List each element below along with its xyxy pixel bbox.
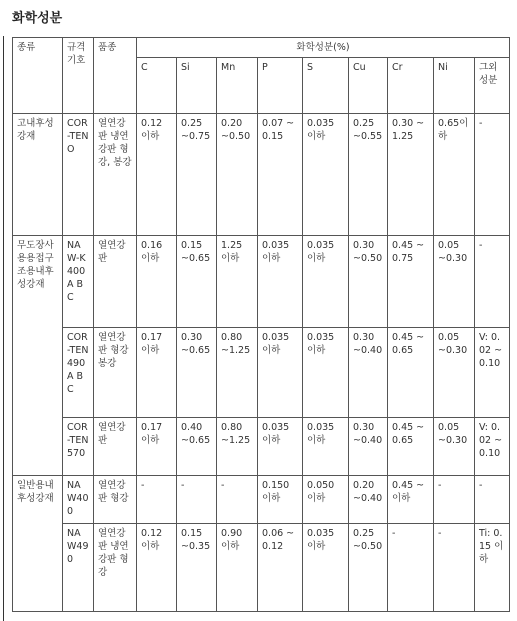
value-p: 0.035 이하 bbox=[258, 236, 303, 328]
table-row bbox=[13, 236, 510, 328]
value-cu: 0.30 ~0.50 bbox=[349, 236, 388, 328]
spec-cell: COR-TEN O bbox=[63, 114, 94, 236]
value-cu: 0.30 ~0.40 bbox=[349, 328, 388, 418]
value-other: - bbox=[475, 236, 510, 328]
value-p: 0.06 ~0.12 bbox=[258, 524, 303, 612]
header-element-cu: Cu bbox=[349, 58, 388, 114]
value-c: - bbox=[137, 476, 177, 524]
header-element-s: S bbox=[303, 58, 349, 114]
value-si: 0.25 ~0.75 bbox=[177, 114, 217, 236]
value-s: 0.035 이하 bbox=[303, 524, 349, 612]
value-cr: 0.45 ~0.75 bbox=[388, 236, 434, 328]
value-ni: - bbox=[434, 524, 475, 612]
value-ni: 0.65이하 bbox=[434, 114, 475, 236]
value-mn: 0.90 이하 bbox=[217, 524, 258, 612]
category-cell: 고내후성강재 bbox=[13, 114, 63, 236]
table-row bbox=[13, 418, 510, 476]
header-element-si: Si bbox=[177, 58, 217, 114]
value-other: V: 0.02 ~0.10 bbox=[475, 328, 510, 418]
value-c: 0.17 이하 bbox=[137, 418, 177, 476]
value-cr: 0.45 ~0.65 bbox=[388, 418, 434, 476]
value-si: 0.15 ~0.35 bbox=[177, 524, 217, 612]
spec-cell: COR-TEN 490 A B C bbox=[63, 328, 94, 418]
table-row bbox=[13, 328, 510, 418]
value-ni: 0.05 ~0.30 bbox=[434, 236, 475, 328]
value-mn: 0.20 ~0.50 bbox=[217, 114, 258, 236]
value-cu: 0.25 ~0.55 bbox=[349, 114, 388, 236]
value-si: - bbox=[177, 476, 217, 524]
spec-cell: NAW490 bbox=[63, 524, 94, 612]
value-p: 0.150 이하 bbox=[258, 476, 303, 524]
value-other: V: 0.02 ~0.10 bbox=[475, 418, 510, 476]
category-cell: 무도장사용용접구조용내후성강재 bbox=[13, 236, 63, 476]
value-s: 0.035 이하 bbox=[303, 236, 349, 328]
product-cell: 열연강판 bbox=[94, 418, 137, 476]
value-cu: 0.25 ~0.50 bbox=[349, 524, 388, 612]
value-cr: 0.45 ~0.65 bbox=[388, 328, 434, 418]
header-category: 종류 bbox=[13, 38, 63, 114]
table-row bbox=[13, 524, 510, 612]
value-mn: 1.25 이하 bbox=[217, 236, 258, 328]
value-si: 0.30 ~0.65 bbox=[177, 328, 217, 418]
page-left-border bbox=[3, 36, 4, 621]
table-row bbox=[13, 476, 510, 524]
value-mn: 0.80 ~1.25 bbox=[217, 418, 258, 476]
spec-cell: NAW400 bbox=[63, 476, 94, 524]
product-cell: 열연강판 형강 봉강 bbox=[94, 328, 137, 418]
header-element-ni: Ni bbox=[434, 58, 475, 114]
category-cell: 일반용내후성강재 bbox=[13, 476, 63, 612]
product-cell: 열연강판 냉연강판 형강 bbox=[94, 524, 137, 612]
value-mn: - bbox=[217, 476, 258, 524]
value-mn: 0.80 ~1.25 bbox=[217, 328, 258, 418]
value-c: 0.17 이하 bbox=[137, 328, 177, 418]
value-ni: 0.05 ~0.30 bbox=[434, 328, 475, 418]
header-element-cr: Cr bbox=[388, 58, 434, 114]
header-product-type: 품종 bbox=[94, 38, 137, 114]
value-other: - bbox=[475, 114, 510, 236]
value-cr: 0.30 ~1.25 bbox=[388, 114, 434, 236]
value-p: 0.07 ~0.15 bbox=[258, 114, 303, 236]
value-cr: 0.45 ~이하 bbox=[388, 476, 434, 524]
value-cr: - bbox=[388, 524, 434, 612]
product-cell: 열연강판 냉연강판 형강, 봉강 bbox=[94, 114, 137, 236]
header-element-mn: Mn bbox=[217, 58, 258, 114]
value-s: 0.050 이하 bbox=[303, 476, 349, 524]
value-s: 0.035 이하 bbox=[303, 328, 349, 418]
value-si: 0.15 ~0.65 bbox=[177, 236, 217, 328]
value-cu: 0.20 ~0.40 bbox=[349, 476, 388, 524]
value-other: - bbox=[475, 476, 510, 524]
value-ni: - bbox=[434, 476, 475, 524]
table-header-row bbox=[13, 38, 510, 58]
section-title: 화학성분 bbox=[12, 11, 63, 26]
value-s: 0.035 이하 bbox=[303, 418, 349, 476]
header-chemical-composition: 화학성분(%) bbox=[137, 38, 510, 58]
value-c: 0.12 이하 bbox=[137, 524, 177, 612]
header-element-c: C bbox=[137, 58, 177, 114]
header-element-p: P bbox=[258, 58, 303, 114]
value-c: 0.16 이하 bbox=[137, 236, 177, 328]
value-p: 0.035 이하 bbox=[258, 328, 303, 418]
value-si: 0.40 ~0.65 bbox=[177, 418, 217, 476]
chemical-composition-table bbox=[12, 37, 510, 612]
product-cell: 열연강판 bbox=[94, 236, 137, 328]
header-spec-symbol: 규격기호 bbox=[63, 38, 94, 114]
header-other-elements: 그외 성분 bbox=[475, 58, 510, 114]
product-cell: 열연강판 형강 bbox=[94, 476, 137, 524]
value-s: 0.035 이하 bbox=[303, 114, 349, 236]
value-ni: 0.05 ~0.30 bbox=[434, 418, 475, 476]
value-other: Ti: 0.15 이하 bbox=[475, 524, 510, 612]
spec-cell: NAW-K400 A B C bbox=[63, 236, 94, 328]
table-row bbox=[13, 114, 510, 236]
value-p: 0.035 이하 bbox=[258, 418, 303, 476]
value-cu: 0.30 ~0.40 bbox=[349, 418, 388, 476]
spec-cell: COR-TEN 570 bbox=[63, 418, 94, 476]
value-c: 0.12 이하 bbox=[137, 114, 177, 236]
